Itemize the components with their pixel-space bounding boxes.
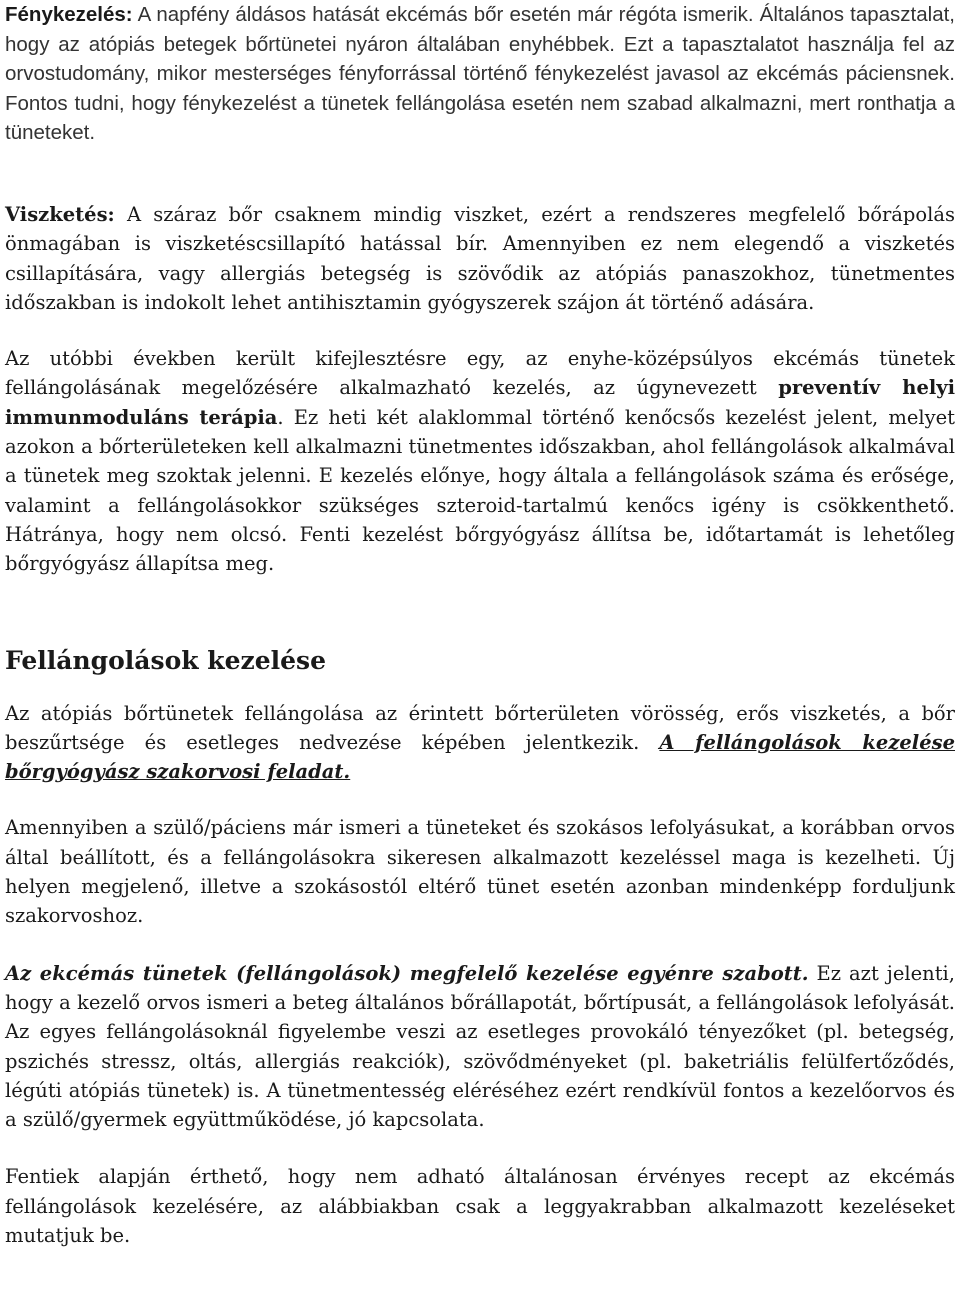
flare-emphasis: A fellángolások kezelése bőrgyógyász szakorvosi feladat.	[5, 730, 955, 784]
flare-description-paragraph	[5, 699, 955, 787]
itching-text: A száraz bőr csaknem mindig viszket, ezért a rendszeres megfelelő bőrápolás önmagában is viszketéscsillapító hatással bír. Amennyiben ez nem elegendő a viszketés csillapítására, vagy allergiás betegség is szövődik az atópiás panaszokhoz, tünetmentes időszakban is indokolt lehet antihisztamin gyógyszerek szájon át történő adására.	[5, 202, 955, 314]
individual-treatment-emphasis: Az ekcémás tünetek (fellángolások) megfelelő kezelése egyénre szabott.	[5, 961, 809, 985]
conclusion-paragraph	[5, 1162, 955, 1250]
document-page	[5, 0, 955, 1250]
phototherapy-text: A napfény áldásos hatását ekcémás bőr esetén már régóta ismerik. Általános tapasztalat, hogy az atópiás betegek bőrtünetei nyáron általában enyhébbek. Ezt a tapasztalatot használja fel az orvostudomány, mikor mesterséges fényforrással történő fénykezelést javasol az ekcémás páciensnek. Fontos tudni, hogy fénykezelést a tünetek fellángolása esetén nem szabad alkalmazni, mert ronthatja a tüneteket.	[5, 3, 955, 145]
preventive-text-after: . Ez heti két alaklommal történő kenőcsős kezelést jelent, melyet azokon a bőrterületeken kell alkalmazni tünetmentes időszakban, ahol fellángolások alkalmával a tünetek meg szoktak jelenni. E kezelés előnye, hogy általa a fellángolások száma és erősége, valamint a fellángolásokkor szükséges szteroid-tartalmú kenőcs igény is csökkenthető. Hátránya, hogy nem olcsó. Fenti kezelést bőrgyógyász állítsa be, időtartamát is lehetőleg bőrgyógyász állapítsa meg.	[5, 405, 956, 576]
preventive-therapy-term: preventív helyi immunmoduláns terápia	[5, 376, 955, 429]
conclusion-text: Fentiek alapján érthető, hogy nem adható általánosan érvényes recept az ekcémás fellángolások kezelésére, az alábbiakban csak a leggyakrabban alkalmazott kezeléseket mutatjuk be.	[5, 1165, 955, 1247]
individual-treatment-text: Ez azt jelenti, hogy a kezelő orvos ismeri a beteg általános bőrállapotát, bőrtípusát, a fellángolások lefolyását. Az egyes fellángolásoknál figyelembe veszi az esetleges provokáló tényezőket (pl. betegség, pszichés stressz, oltás, allergiás reakciók), szövődményeket (pl. baketriális felülfertőződés, légúti atópiás tünetek) is. A tünetmentesség eléréséhez ezért rendkívül fontos a kezelőorvos és a szülő/gyermek együttműködése, jó kapcsolata.	[5, 961, 955, 1132]
individual-treatment-paragraph	[5, 959, 955, 1135]
preventive-text-before: Az utóbbi években került kifejlesztésre egy, az enyhe-középsúlyos ekcémás tünetek fellángolásának megelőzésére alkalmazható kezelés, az úgynevezett	[5, 347, 955, 400]
parent-treatment-paragraph	[5, 813, 955, 930]
itching-term: Viszketés:	[5, 202, 115, 226]
phototherapy-paragraph	[5, 0, 955, 148]
section-heading: Fellángolások kezelése	[5, 645, 326, 675]
flare-description-text: Az atópiás bőrtünetek fellángolása az érintett bőrterületen vörösség, erős viszketés, a bőr beszűrtsége és esetleges nedvezése képében jelentkezik.	[5, 701, 955, 754]
parent-treatment-text: Amennyiben a szülő/páciens már ismeri a tüneteket és szokásos lefolyásukat, a korábban orvos által beállított, és a fellángolásokra sikeresen alkalmazott kezeléssel maga is kezelheti. Új helyen megjelenő, illetve a szokásostól eltérő tünet esetén azonban mindenképp forduljunk szakorvoshoz.	[5, 816, 955, 928]
phototherapy-term: Fénykezelés:	[5, 3, 133, 26]
preventive-therapy-paragraph	[5, 344, 955, 578]
itching-paragraph	[5, 200, 955, 317]
